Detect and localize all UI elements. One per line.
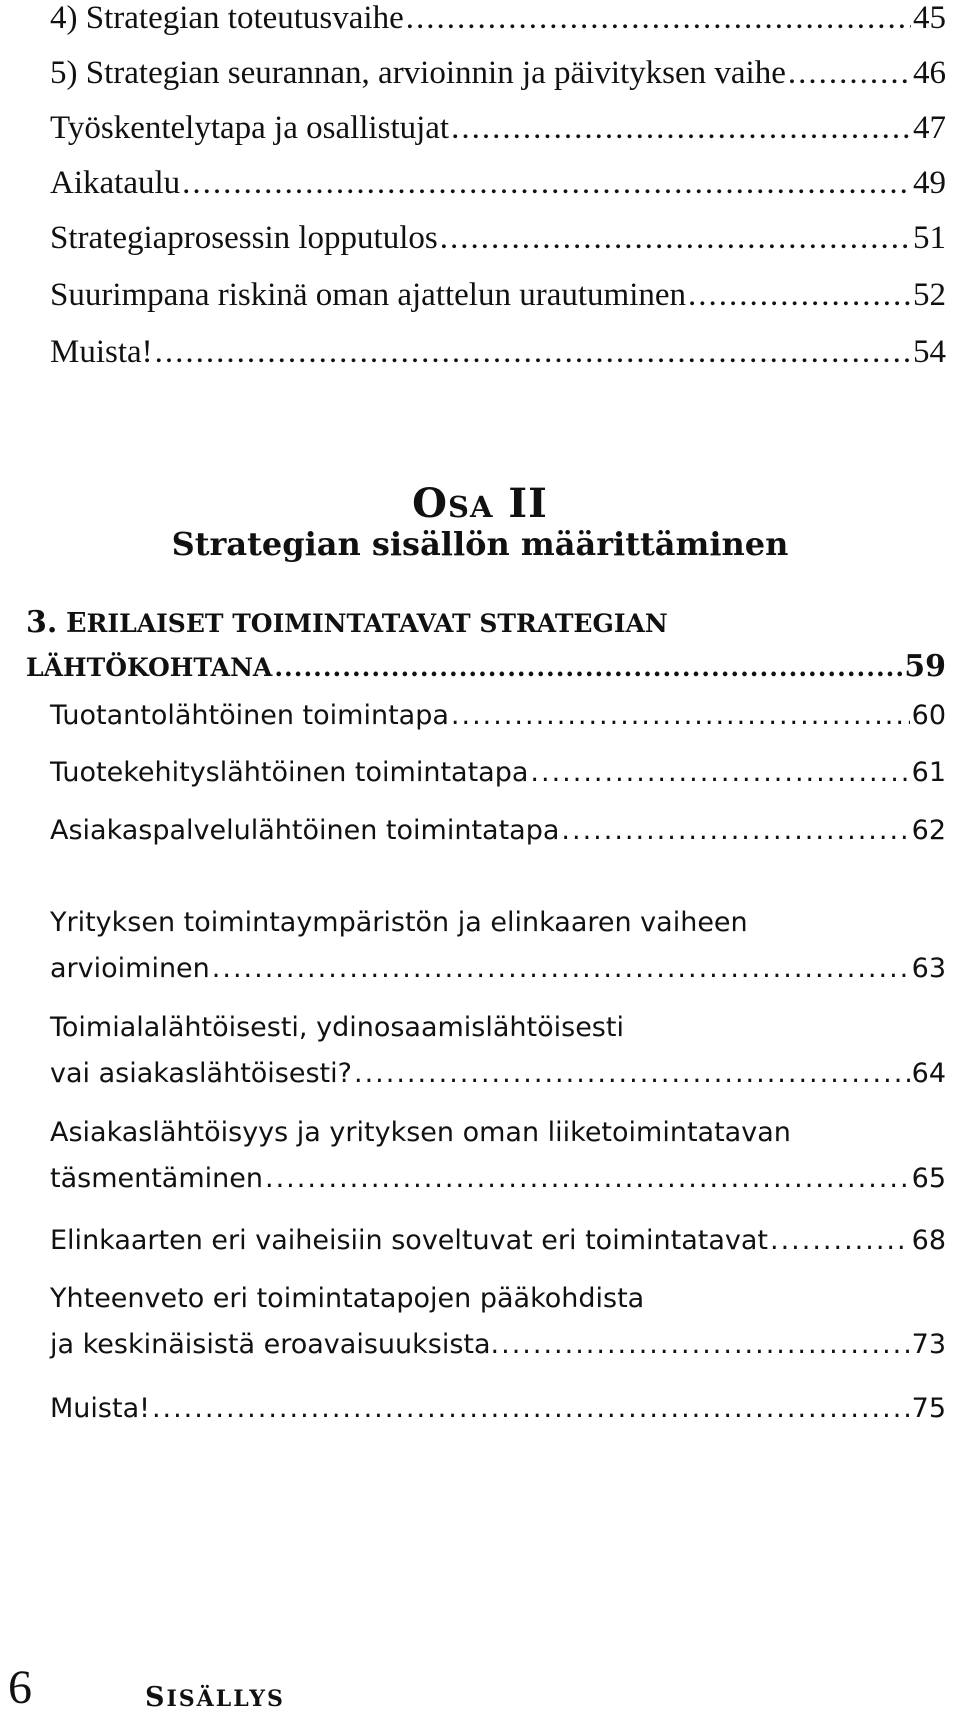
toc-entry-title-line1: Asiakaslähtöisyys ja yrityksen oman liiketoimintatavan bbox=[50, 1117, 791, 1148]
toc-entry-line2 bbox=[50, 953, 946, 984]
toc-entry bbox=[50, 277, 946, 321]
toc-entry-page: 61 bbox=[911, 757, 946, 788]
toc-entry-title: Aikataulu bbox=[50, 165, 181, 201]
toc-entry bbox=[50, 757, 946, 801]
toc-entry bbox=[50, 110, 946, 154]
toc-entry-line2 bbox=[50, 1163, 946, 1194]
dot-leader bbox=[212, 953, 910, 984]
dot-leader bbox=[155, 334, 911, 371]
toc-entry bbox=[50, 1225, 946, 1269]
toc-entry-title-line2: täsmentäminen bbox=[50, 1163, 263, 1194]
toc-entry-page: 46 bbox=[913, 55, 946, 91]
chapter-heading-line2 bbox=[26, 649, 946, 684]
toc-entry-page: 62 bbox=[911, 815, 946, 846]
chapter-title-rest: RILAISET TOIMINTATAVAT STRATEGIAN bbox=[86, 609, 668, 638]
chapter-page: 59 bbox=[904, 649, 946, 684]
toc-entry-title: Muista! bbox=[50, 334, 153, 370]
toc-entry bbox=[50, 700, 946, 744]
page-number: 6 bbox=[8, 1661, 32, 1714]
dot-leader bbox=[182, 165, 911, 202]
toc-entry-page: 75 bbox=[911, 1393, 946, 1424]
toc-entry-title-line2: ja keskinäisistä eroavaisuuksista. bbox=[50, 1329, 500, 1360]
toc-entry-line2 bbox=[50, 1058, 946, 1089]
dot-leader bbox=[770, 1225, 910, 1256]
dot-leader bbox=[451, 700, 910, 731]
dot-leader bbox=[274, 653, 902, 682]
dot-leader bbox=[406, 0, 911, 37]
chapter-title-initial: E bbox=[66, 608, 87, 639]
toc-entry-page: 49 bbox=[913, 165, 946, 201]
toc-entry-page: 51 bbox=[913, 220, 946, 256]
toc-entry-page: 65 bbox=[911, 1163, 946, 1194]
toc-entry-title: Muista! bbox=[50, 1393, 150, 1424]
toc-entry bbox=[50, 1117, 946, 1194]
toc-entry bbox=[50, 1012, 946, 1089]
toc-entry-title: Strategiaprosessin lopputulos bbox=[50, 220, 438, 256]
dot-leader bbox=[501, 1329, 910, 1360]
toc-entry-title: 5) Strategian seurannan, arvioinnin ja päivityksen vaihe bbox=[50, 55, 786, 91]
toc-entry-page: 63 bbox=[911, 953, 946, 984]
toc-entry-title-line1: Toimialalähtöisesti, ydinosaamislähtöisesti bbox=[50, 1012, 624, 1043]
dot-leader bbox=[354, 1058, 910, 1089]
toc-entry bbox=[50, 1283, 946, 1360]
toc-entry-page: 68 bbox=[911, 1225, 946, 1256]
running-head-initial: S bbox=[145, 1682, 167, 1713]
part-label-numeral: II bbox=[493, 480, 548, 527]
toc-entry-title: Tuotekehityslähtöinen toimintatapa bbox=[50, 757, 529, 788]
chapter-number: 3. bbox=[26, 605, 58, 640]
toc-entry-page: 52 bbox=[913, 277, 946, 313]
chapter-heading-line1 bbox=[26, 605, 946, 649]
toc-entry bbox=[50, 165, 946, 209]
toc-entry-page: 45 bbox=[913, 0, 946, 36]
dot-leader bbox=[440, 220, 911, 257]
toc-entry-line2 bbox=[50, 1329, 946, 1360]
toc-entry bbox=[50, 220, 946, 264]
toc-entry-title-line2: arvioiminen bbox=[50, 953, 210, 984]
part-label bbox=[0, 480, 960, 527]
toc-entry-title: Työskentelytapa ja osallistujat bbox=[50, 110, 450, 146]
dot-leader bbox=[788, 55, 911, 92]
toc-entry bbox=[50, 815, 946, 859]
dot-leader bbox=[688, 277, 911, 314]
running-head bbox=[145, 1682, 285, 1713]
toc-entry-title-line1: Yhteenveto eri toimintatapojen pääkohdista bbox=[50, 1283, 645, 1314]
toc-entry-title: Elinkaarten eri vaiheisiin soveltuvat eri toimintatavat bbox=[50, 1225, 768, 1256]
toc-entry-title-line2: vai asiakaslähtöisesti? bbox=[50, 1058, 352, 1089]
toc-entry-title-line1: Yrityksen toimintaympäristön ja elinkaaren vaiheen bbox=[50, 907, 748, 938]
toc-entry-title: 4) Strategian toteutusvaihe bbox=[50, 0, 404, 36]
dot-leader bbox=[265, 1163, 910, 1194]
dot-leader bbox=[152, 1393, 910, 1424]
toc-entry-title: Tuotantolähtöinen toimintapa bbox=[50, 700, 449, 731]
toc-entry-title: Asiakaspalvelulähtöinen toimintatapa bbox=[50, 815, 560, 846]
toc-entry-page: 64 bbox=[911, 1058, 946, 1089]
running-head-rest: ISÄLLYS bbox=[166, 1686, 285, 1712]
page-footer bbox=[0, 1660, 960, 1720]
toc-entry-page: 47 bbox=[913, 110, 946, 146]
dot-leader bbox=[530, 757, 909, 788]
dot-leader bbox=[451, 110, 911, 147]
toc-entry-page: 73 bbox=[911, 1329, 946, 1360]
chapter-heading bbox=[26, 605, 946, 684]
toc-entry bbox=[50, 334, 946, 378]
toc-entry-page: 54 bbox=[913, 334, 946, 370]
part-label-initial: O bbox=[412, 480, 449, 527]
toc-entry-title: Suurimpana riskinä oman ajattelun urautuminen bbox=[50, 277, 687, 313]
toc-entry bbox=[50, 1393, 946, 1437]
part-label-rest: SA bbox=[448, 490, 494, 524]
toc-entry bbox=[50, 907, 946, 984]
toc-entry-page: 60 bbox=[911, 700, 946, 731]
chapter-title-line2: LÄHTÖKOHTANA bbox=[26, 653, 273, 682]
toc-entry bbox=[50, 0, 946, 44]
toc-entry bbox=[50, 55, 946, 99]
part-title: Strategian sisällön määrittäminen bbox=[171, 525, 789, 563]
dot-leader bbox=[561, 815, 909, 846]
